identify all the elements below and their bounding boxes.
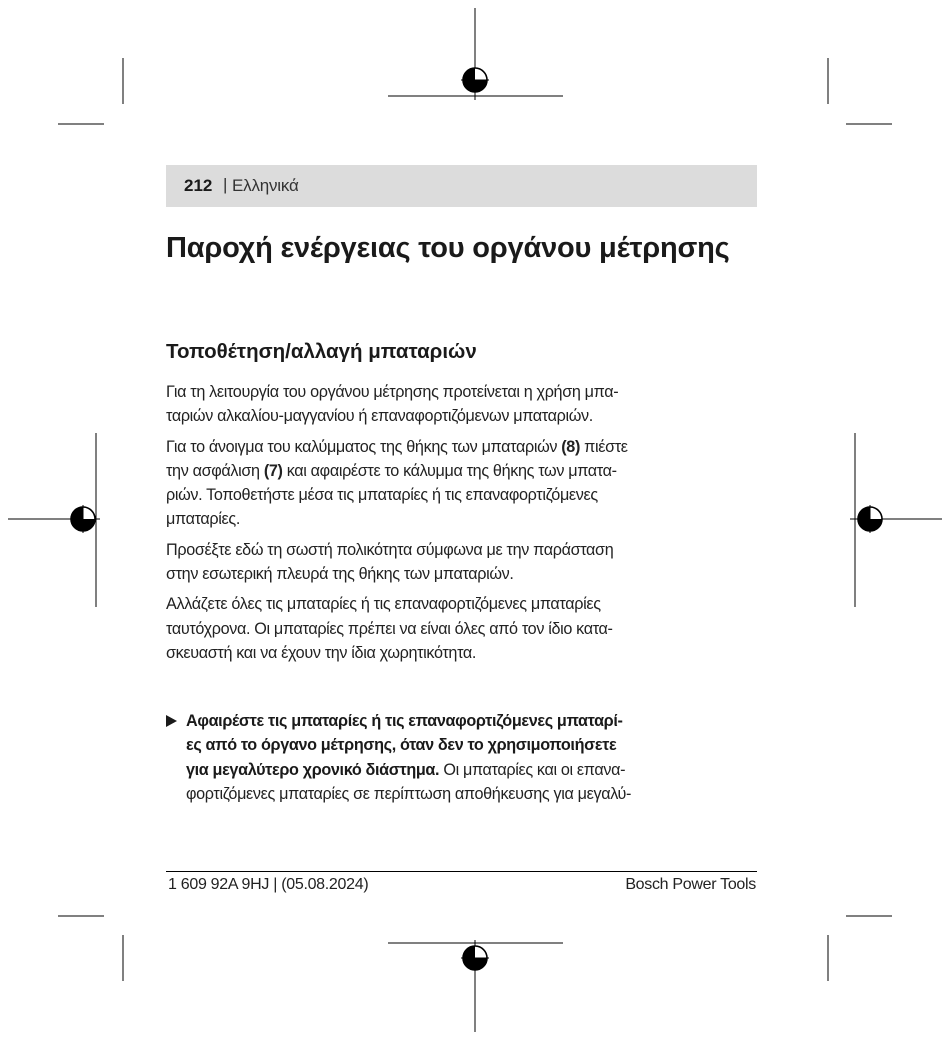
warning-text — [186, 709, 761, 806]
warning-line — [186, 709, 761, 733]
warning-bold-text: για μεγαλύτερο χρονικό διάστημα. — [186, 760, 440, 779]
paragraph — [166, 435, 761, 532]
text-line: ριών. Τοποθετήστε μέσα τις μπαταρίες ή τις επαναφορτιζόμενες — [166, 486, 598, 505]
text-line: σκευαστή και να έχουν την ίδια χωρητικότητα. — [166, 643, 477, 662]
figure-reference: (7) — [263, 461, 283, 480]
text-line: Αλλάζετε όλες τις μπαταρίες ή τις επαναφορτιζόμενες μπαταρίες — [166, 595, 601, 614]
text-line: Προσέξτε εδώ τη σωστή πολικότητα σύμφωνα με την παράσταση — [166, 540, 614, 559]
warning-bold-text: ες από το όργανο μέτρησης, όταν δεν το χρησιμοποιήσετε — [186, 736, 617, 755]
registration-mark-top — [388, 8, 563, 100]
warning-line — [186, 733, 761, 757]
text-line: μπαταρίες. — [166, 510, 240, 529]
figure-reference: (8) — [561, 437, 580, 456]
text-line — [166, 459, 761, 483]
footer-brand: Bosch Power Tools — [625, 876, 756, 893]
section-title: Παροχή ενέργειας του οργάνου μέτρησης — [166, 232, 730, 264]
body-text — [166, 380, 761, 671]
footer-document-id: 1 609 92A 9HJ | (05.08.2024) — [168, 876, 369, 893]
text-line: Για τη λειτουργία του οργάνου μέτρησης προτείνεται η χρήση μπα- — [166, 383, 619, 401]
text-line — [166, 435, 761, 459]
registration-mark-right — [850, 433, 942, 607]
paragraph — [166, 592, 761, 665]
text-line: στην εσωτερική πλευρά της θήκης των μπαταριών. — [166, 565, 514, 584]
warning-line: φορτιζόμενες μπαταρίες σε περίπτωση αποθήκευσης για μεγαλύ- — [186, 784, 632, 803]
text-segment: πιέστε — [579, 437, 628, 456]
paragraph — [166, 538, 761, 587]
registration-mark-bottom — [388, 940, 563, 1032]
warning-normal-text: Οι μπαταρίες και οι επανα- — [439, 760, 626, 779]
warning-bold-text: Αφαιρέστε τις μπαταρίες ή τις επαναφορτιζόμενες μπαταρί- — [186, 712, 623, 730]
text-segment: και αφαιρέστε το κάλυμμα της θήκης των μπατα- — [282, 461, 617, 480]
text-segment: Για το άνοιγμα του καλύμματος της θήκης των μπαταριών — [166, 437, 562, 456]
bullet-arrow-icon — [166, 715, 177, 727]
paragraph — [166, 380, 761, 429]
registration-mark-left — [8, 433, 100, 607]
text-line: ταριών αλκαλίου-μαγγανίου ή επαναφορτιζόμενων μπαταριών. — [166, 407, 593, 426]
text-line: ταυτόχρονα. Οι μπαταρίες πρέπει να είναι όλες από τον ίδιο κατα- — [166, 619, 613, 638]
footer-rule — [166, 871, 757, 872]
page-number: 212 — [184, 176, 213, 195]
header-language: Ελληνικά — [232, 176, 299, 195]
subsection-title: Τοποθέτηση/αλλαγή μπαταριών — [166, 340, 477, 363]
warning-note — [166, 709, 761, 806]
warning-line — [186, 758, 761, 782]
header-separator: | — [223, 175, 228, 194]
text-segment: την ασφάλιση — [166, 461, 264, 480]
